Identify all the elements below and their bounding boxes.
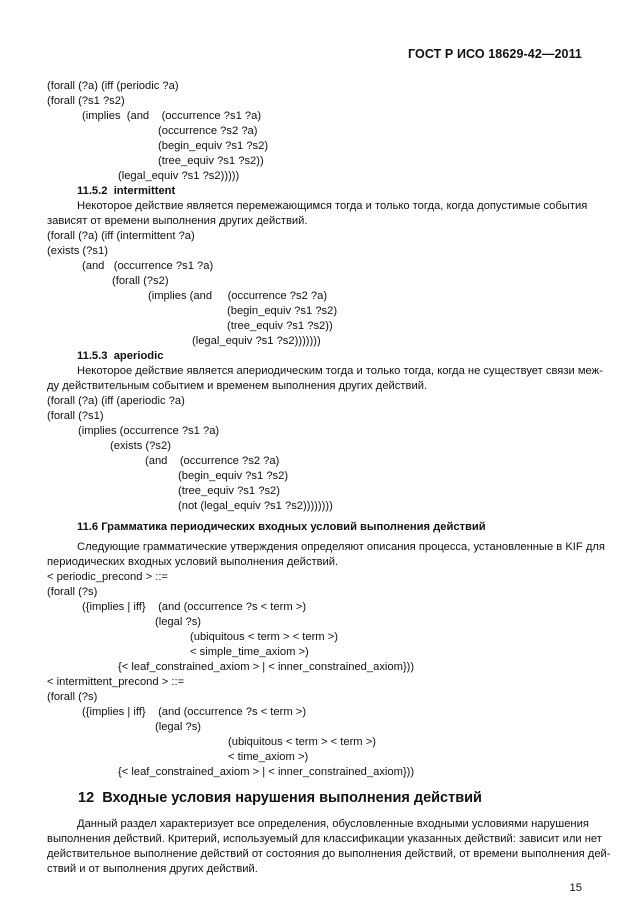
formula-line: (tree_equiv ?s1 ?s2) [178, 485, 280, 497]
paragraph-line: выполнения действий. Критерий, используемый для классификации указанных действий: зависит или нет [47, 833, 602, 845]
formula-line: (begin_equiv ?s1 ?s2) [227, 305, 338, 317]
grammar-line: < periodic_precond > ::= [47, 571, 168, 583]
formula-line: (tree_equiv ?s1 ?s2)) [158, 155, 264, 167]
paragraph-line: ду действительным событием и временем выполнения других действий. [47, 380, 428, 392]
paragraph-line: зависят от времени выполнения других действий. [47, 215, 308, 227]
formula-line: (legal_equiv ?s1 ?s2))))))) [192, 335, 321, 347]
section-title: Входные условия нарушения выполнения действий [102, 790, 482, 806]
formula-line: (implies (and (occurrence ?s2 ?a) [148, 290, 328, 302]
document-id-header: ГОСТ Р ИСО 18629-42—2011 [407, 47, 582, 61]
grammar-line: (legal ?s) [155, 616, 202, 628]
paragraph-line: действительное выполнение действий от состояния до выполнения действий, от времени выполнения дей- [47, 848, 611, 860]
grammar-line: < intermittent_precond > ::= [47, 676, 185, 688]
grammar-line: ({implies | iff} (and (occurrence ?s < term >) [82, 601, 307, 613]
formula-line: (forall (?s2) [112, 275, 169, 287]
formula-line: (forall (?s1 ?s2) [47, 95, 125, 107]
paragraph-line: ствий и от выполнения других действий. [47, 863, 258, 875]
formula-line: (legal_equiv ?s1 ?s2))))) [118, 170, 240, 182]
paragraph-line: Некоторое действие является апериодическим тогда и только тогда, когда не существует связи меж- [77, 365, 603, 377]
grammar-line: < time_axiom >) [228, 751, 309, 763]
paragraph-line: Следующие грамматические утверждения определяют описания процесса, установленные в KIF для [77, 541, 605, 553]
grammar-line: (forall (?s) [47, 586, 98, 598]
paragraph-line: периодических входных условий выполнения действий. [47, 556, 339, 568]
grammar-line: (forall (?s) [47, 691, 98, 703]
formula-line: (forall (?a) (iff (aperiodic ?a) [47, 395, 185, 407]
subsection-heading: 11.6 Грамматика периодических входных условий выполнения действий [77, 521, 486, 533]
grammar-line: {< leaf_constrained_axiom > | < inner_constrained_axiom})) [118, 766, 415, 778]
paragraph-line: Некоторое действие является перемежающимся тогда и только тогда, когда допустимые события [77, 200, 588, 212]
grammar-line: (legal ?s) [155, 721, 202, 733]
formula-line: (implies (occurrence ?s1 ?a) [78, 425, 220, 437]
page-number: 15 [569, 882, 582, 894]
grammar-line: (ubiquitous < term > < term >) [228, 736, 376, 748]
formula-line: (exists (?s2) [110, 440, 171, 452]
formula-line: (forall (?s1) [47, 410, 104, 422]
formula-line: (begin_equiv ?s1 ?s2) [158, 140, 269, 152]
grammar-line: {< leaf_constrained_axiom > | < inner_constrained_axiom})) [118, 661, 415, 673]
formula-line: (occurrence ?s2 ?a) [158, 125, 258, 137]
formula-line: (tree_equiv ?s1 ?s2)) [227, 320, 333, 332]
formula-line: (begin_equiv ?s1 ?s2) [178, 470, 289, 482]
grammar-line: ({implies | iff} (and (occurrence ?s < term >) [82, 706, 307, 718]
formula-line: (not (legal_equiv ?s1 ?s2)))))))) [178, 500, 333, 512]
formula-line: (implies (and (occurrence ?s1 ?a) [82, 110, 262, 122]
subsection-heading: 11.5.2 intermittent [77, 185, 176, 197]
grammar-line: (ubiquitous < term > < term >) [190, 631, 338, 643]
grammar-line: < simple_time_axiom >) [190, 646, 309, 658]
formula-line: (forall (?a) (iff (intermittent ?a) [47, 230, 195, 242]
formula-line: (exists (?s1) [47, 245, 108, 257]
section-number: 12 [78, 790, 95, 806]
formula-line: (and (occurrence ?s2 ?a) [145, 455, 280, 467]
section-heading [78, 790, 482, 806]
formula-line: (and (occurrence ?s1 ?a) [82, 260, 214, 272]
subsection-heading: 11.5.3 aperiodic [77, 350, 164, 362]
formula-line: (forall (?a) (iff (periodic ?a) [47, 80, 179, 92]
paragraph-line: Данный раздел характеризует все определения, обусловленные входными условиями нарушения [77, 818, 589, 830]
